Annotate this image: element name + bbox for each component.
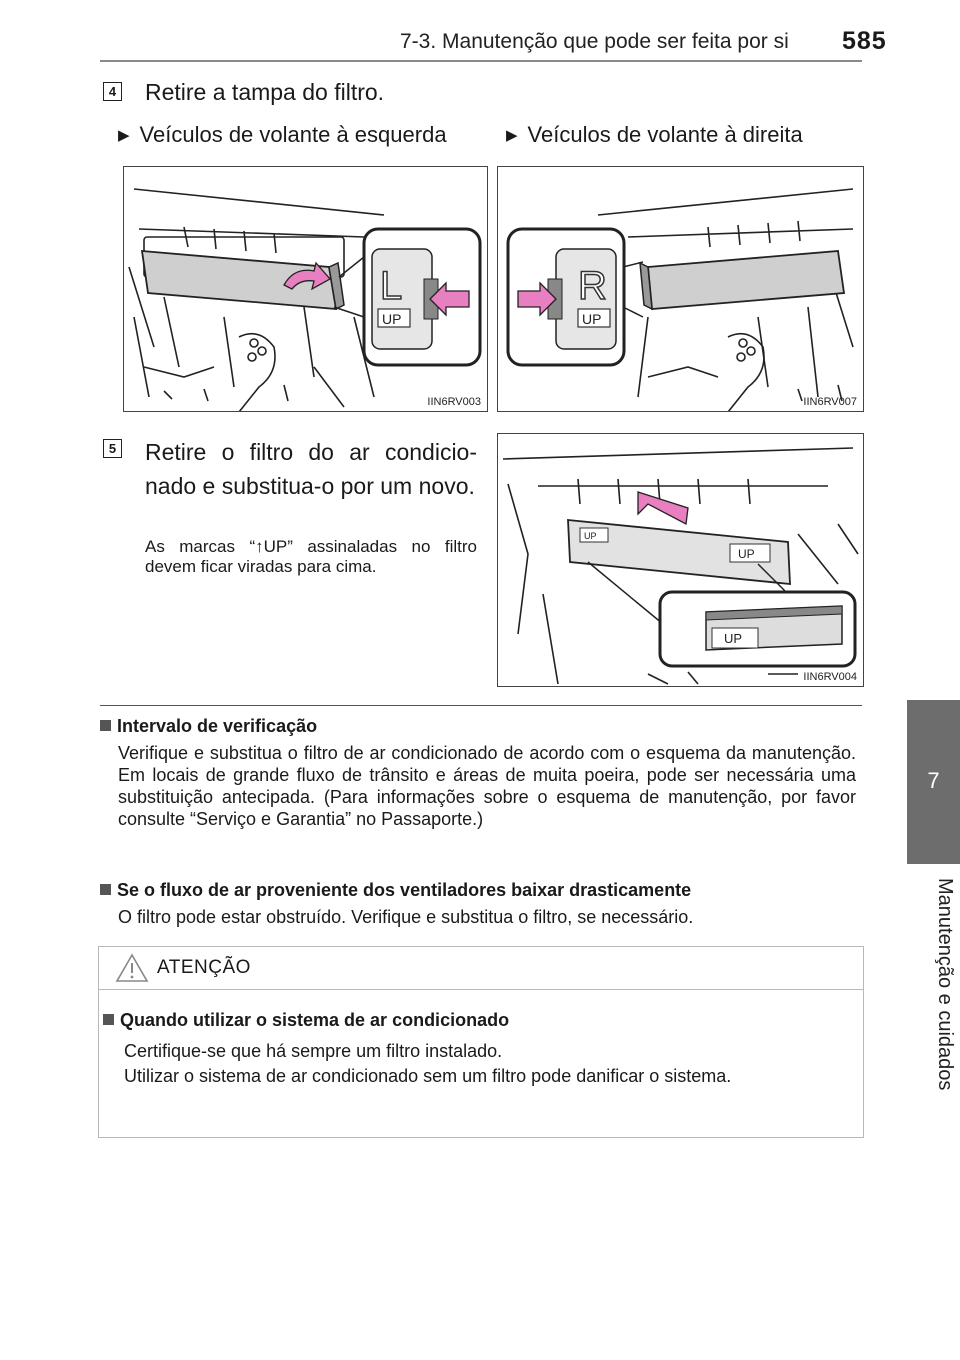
warning-subtitle-text: Quando utilizar o sistema de ar condicionado: [120, 1010, 510, 1030]
figure-left-hand-drive: [123, 166, 488, 412]
header-section-title: 7-3. Manutenção que pode ser feita por si: [400, 30, 789, 53]
up-mark-left: UP: [382, 311, 402, 327]
up-mark-large: UP: [724, 631, 743, 646]
chapter-label: Manutenção e cuidados: [934, 878, 956, 1091]
page-number: 585: [842, 27, 887, 55]
step-5-note: As marcas “↑UP” assinaladas no filtro devem ficar viradas para cima.: [145, 537, 477, 576]
section-title-inspection-interval: [100, 716, 317, 737]
left-hand-drive-heading: [118, 122, 447, 148]
up-mark-medium: UP: [738, 547, 755, 561]
left-hand-drive-label: Veículos de volante à esquerda: [139, 122, 447, 147]
step-4-number: 4: [103, 82, 122, 101]
filter-cover: [640, 251, 844, 309]
figure-code-step5: IIN6RV004: [803, 671, 857, 683]
chapter-number: 7: [927, 768, 940, 793]
section-body-inspection-interval: Verifique e substitua o filtro de ar condicionado de acordo com o esquema da manutenção. Em locais de grande fluxo de trânsito e áreas de muita poeira, pode ser necessária uma substituição antecipada. (Para informações sobre o esquema de manutenção, por favor consulte “Serviço e Garantia” no Passaporte.): [118, 743, 856, 829]
letter-R: R: [578, 264, 607, 308]
figure-code-left: IIN6RV003: [427, 396, 481, 408]
warning-title: ATENÇÃO: [157, 957, 251, 978]
warning-subtitle: [103, 1010, 509, 1031]
figure-code-right: IIN6RV007: [803, 396, 857, 408]
section-body-airflow: O filtro pode estar obstruído. Verifique e substitua o filtro, se necessário.: [118, 907, 694, 927]
square-bullet-icon: [103, 1014, 114, 1025]
right-hand-drive-label: Veículos de volante à direita: [527, 122, 803, 147]
step-4-text: Retire a tampa do filtro.: [145, 79, 385, 105]
right-filter-cover-illustration: [498, 167, 863, 411]
figure-right-hand-drive: [497, 166, 864, 412]
triangle-bullet-icon: ▶: [506, 127, 518, 144]
detail-callout-left: [364, 229, 480, 365]
triangle-bullet-icon: ▶: [118, 127, 130, 144]
detail-callout-filter: [660, 592, 855, 666]
header-divider: [100, 60, 862, 62]
air-filter: [568, 520, 790, 584]
section-title-airflow: [100, 880, 691, 901]
section-title-text: Intervalo de verificação: [117, 716, 318, 736]
warning-line-1: Certifique-se que há sempre um filtro instalado.: [124, 1041, 503, 1061]
warning-box: [98, 946, 864, 1138]
section-title-text: Se o fluxo de ar proveniente dos ventiladores baixar drasticamente: [117, 880, 692, 900]
square-bullet-icon: [100, 720, 111, 731]
detail-callout-right: [508, 229, 624, 365]
section-divider: [100, 705, 862, 706]
square-bullet-icon: [100, 884, 111, 895]
up-mark-right: UP: [582, 311, 602, 327]
left-filter-cover-illustration: [124, 167, 487, 411]
chapter-tab: [907, 700, 960, 864]
warning-triangle-icon: [115, 953, 149, 983]
warning-header: [99, 947, 863, 990]
letter-L: L: [380, 264, 403, 308]
right-hand-drive-heading: [506, 122, 803, 148]
figure-filter-replacement: [497, 433, 864, 687]
pink-slide-arrow: [638, 492, 688, 524]
step-5-text: Retire o filtro do ar condicio-nado e substitua-o por um novo.: [145, 439, 477, 499]
up-mark-small: UP: [584, 531, 597, 541]
warning-line-2: Utilizar o sistema de ar condicionado sem um filtro pode danificar o sistema.: [124, 1066, 732, 1086]
filter-replacement-illustration: [498, 434, 863, 686]
step-5-number: 5: [103, 439, 122, 458]
